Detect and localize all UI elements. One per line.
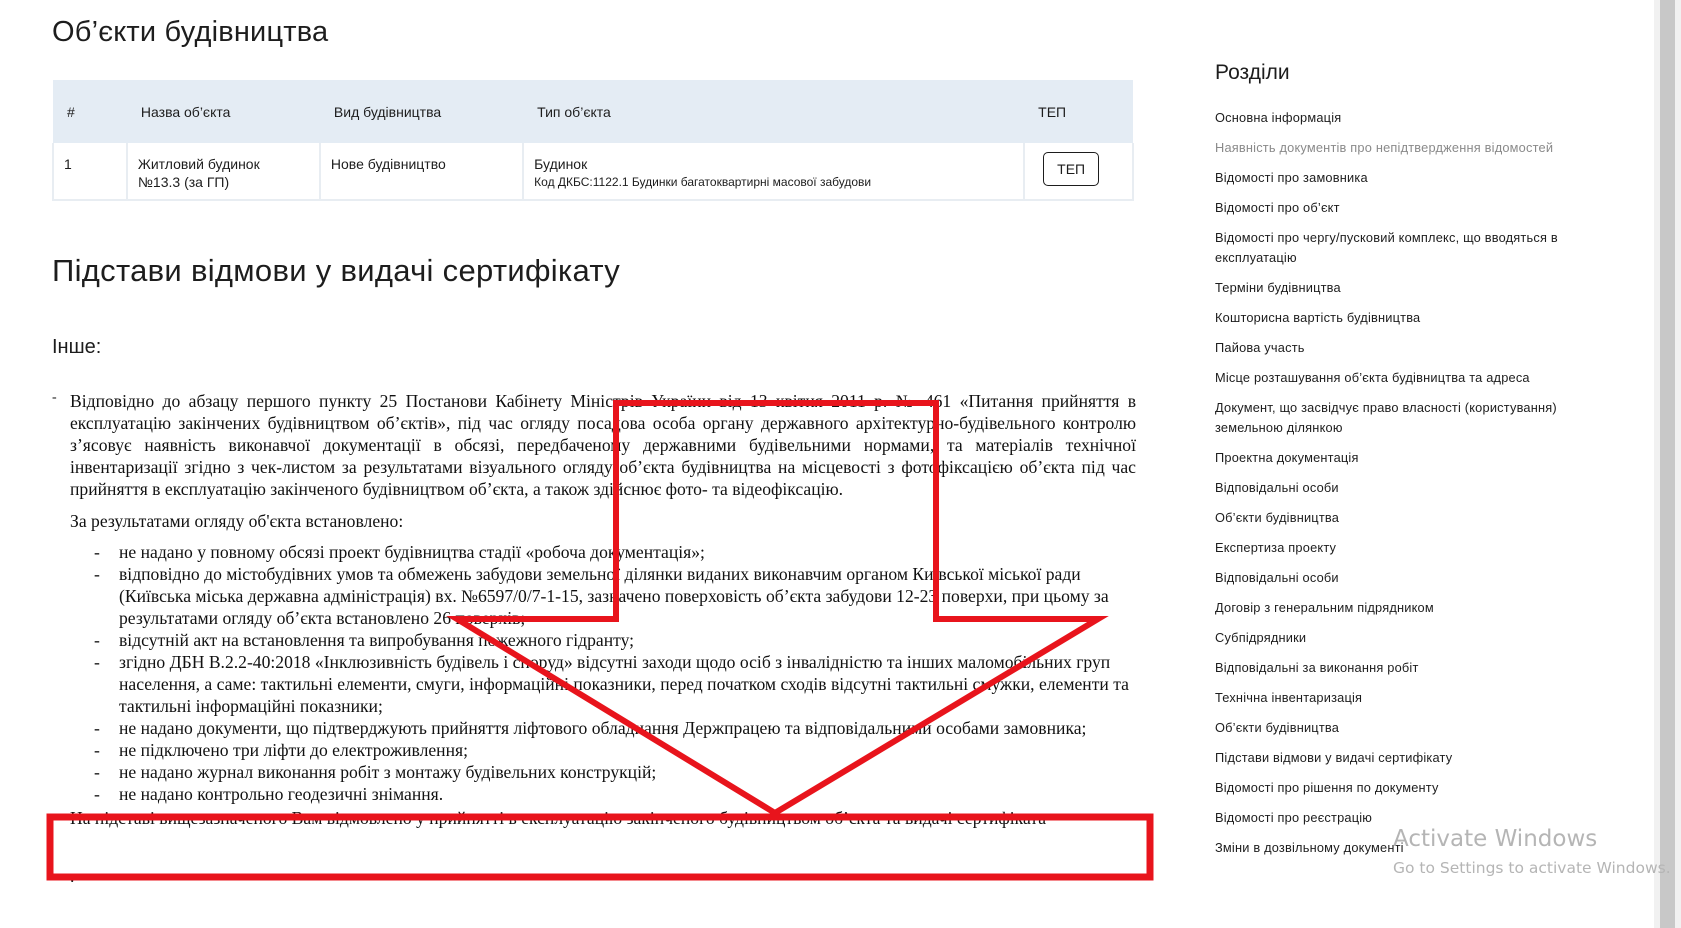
objects-table-header-row bbox=[53, 80, 1133, 143]
objects-table bbox=[52, 80, 1134, 201]
watermark-line2: Go to Settings to activate Windows. bbox=[1393, 859, 1671, 877]
results-intro: За результатами огляду об'єкта встановлено: bbox=[70, 511, 404, 531]
col-header-num: # bbox=[53, 80, 127, 143]
list-item: - відповідно до містобудівних умов та обмежень забудови земельної ділянки виданих виконавчим органом Київської міської ради (Київська міська державна адміністрація) вх. №6597/0/7-1-15, зазначено поверховість об’єкта забудови 12-23 поверхи, при цьому за результатами огляду об’єкта встановлено 26 поверхів; bbox=[94, 564, 1109, 628]
list-item: - згідно ДБН В.2.2-40:2018 «Інклюзивність будівель і споруд» відсутні заходи щодо осіб з інвалідністю та інших маломобільних груп населення, а саме: тактильні елементи, смуги, інформаційні показники, перед початком сходів відсутні тактильні смужки, елементи та тактильні інформаційні показники; bbox=[94, 652, 1129, 716]
list-item: - не надано журнал виконання робіт з монтажу будівельних конструкцій; bbox=[94, 762, 657, 782]
lead-dash: - bbox=[52, 390, 57, 405]
list-item: - не надано у повному обсязі проект будівництва стадії «робоча документація»; bbox=[94, 542, 705, 562]
sidebar-item-responsible-2[interactable]: Відповідальні особи bbox=[1215, 570, 1339, 585]
list-item: - відсутній акт на встановлення та випробування пожежного гідранту; bbox=[94, 630, 635, 650]
sidebar-item-non-confirmation-docs[interactable]: Наявність документів про непідтвердження відомостей bbox=[1215, 140, 1554, 155]
findings-list bbox=[52, 541, 1136, 805]
sidebar-item-subcontractors[interactable]: Субпідрядники bbox=[1215, 630, 1307, 645]
cell-build-type: Нове будівництво bbox=[320, 143, 523, 200]
sidebar-item-object-info[interactable]: Відомості про об’єкт bbox=[1215, 200, 1340, 215]
sidebar-item-objects-1[interactable]: Об’єкти будівництва bbox=[1215, 510, 1340, 525]
page-scrollbar[interactable] bbox=[1654, 0, 1681, 928]
table-row bbox=[53, 143, 1133, 200]
trailing-dot: . bbox=[70, 866, 75, 886]
sidebar-item-share[interactable]: Пайова участь bbox=[1215, 340, 1305, 355]
sidebar-item-terms[interactable]: Терміни будівництва bbox=[1215, 280, 1341, 295]
object-code: Код ДКБС:1122.1 Будинки багатоквартирні масової забудови bbox=[534, 175, 872, 189]
col-header-name: Назва об’єкта bbox=[127, 80, 320, 143]
sidebar-item-changes[interactable]: Зміни в дозвільному документі bbox=[1215, 840, 1404, 855]
lead-text: Відповідно до абзацу першого пункту 25 Постанови Кабінету Міністрів України від 13 квітня 2011 р. № 461 «Питання прийняття в експлуатацію закінчених будівництвом об’єктів», під час огляду посадова особа органу державного архітектурно-будівельного контролю з’ясовує наявність виконавчої документації в обсязі, передбаченому державними будівельними нормами, та матеріалів технічної інвентаризації згідно з чек-листом за результатами візуального огляду об’єкта будівництва на місцевості з фотофіксацією об’єкта під час прийняття в експлуатацію закінченого будівництвом об’єкта, а також здійснює фото- та відеофіксацію. bbox=[70, 391, 1136, 499]
sidebar-title: Розділи bbox=[1215, 61, 1290, 84]
list-item: - не надано контрольно геодезичні знімання. bbox=[94, 784, 444, 804]
scrollbar-thumb[interactable] bbox=[1660, 0, 1675, 928]
sidebar-item-location[interactable]: Місце розташування об’єкта будівництва та адреса bbox=[1215, 370, 1530, 385]
list-item: - не підключено три ліфти до електроживлення; bbox=[94, 740, 468, 760]
sidebar-item-general-contract[interactable]: Договір з генеральним підрядником bbox=[1215, 600, 1434, 615]
sidebar-item-responsible-1[interactable]: Відповідальні особи bbox=[1215, 480, 1339, 495]
sections-sidebar bbox=[1215, 61, 1575, 868]
object-name-line2: №13.3 (за ГП) bbox=[137, 174, 230, 190]
sidebar-item-land-rights[interactable]: Документ, що засвідчує право власності (користування) земельною ділянкою bbox=[1215, 400, 1557, 435]
sidebar-item-tech-inventory[interactable]: Технічна інвентаризація bbox=[1215, 690, 1363, 705]
cell-num: 1 bbox=[53, 143, 127, 200]
sidebar-item-customer[interactable]: Відомості про замовника bbox=[1215, 170, 1368, 185]
refusal-subtitle: Інше: bbox=[52, 336, 102, 358]
cell-object-type bbox=[523, 143, 1024, 200]
sidebar-item-basic-info[interactable]: Основна інформація bbox=[1215, 110, 1342, 125]
sidebar-item-project-docs[interactable]: Проектна документація bbox=[1215, 450, 1359, 465]
object-name-line1: Житловий будинок bbox=[137, 156, 260, 172]
sidebar-item-expertise[interactable]: Експертиза проекту bbox=[1215, 540, 1337, 555]
col-header-object-type: Тип об’єкта bbox=[523, 80, 1024, 143]
refusal-section-title: Підстави відмови у видачі сертифікату bbox=[52, 253, 620, 288]
tep-button[interactable]: ТЕП bbox=[1043, 152, 1099, 186]
windows-activation-watermark bbox=[1393, 826, 1671, 877]
col-header-build-type: Вид будівництва bbox=[320, 80, 523, 143]
refusal-document-text bbox=[52, 390, 1136, 887]
sidebar-item-objects-2[interactable]: Об’єкти будівництва bbox=[1215, 720, 1340, 735]
cell-object-name bbox=[127, 143, 320, 200]
sidebar-item-decision[interactable]: Відомості про рішення по документу bbox=[1215, 780, 1439, 795]
sidebar-item-queue[interactable]: Відомості про чергу/пусковий комплекс, що вводяться в експлуатацію bbox=[1215, 230, 1558, 265]
list-item: - не надано документи, що підтверджують прийняття ліфтового обладнання Держпрацею та відповідальними особами замовника; bbox=[94, 718, 1087, 738]
watermark-line1: Activate Windows bbox=[1393, 826, 1598, 852]
sidebar-item-estimate[interactable]: Кошторисна вартість будівництва bbox=[1215, 310, 1421, 325]
sidebar-item-registration[interactable]: Відомості про реєстрацію bbox=[1215, 810, 1373, 825]
objects-section-title: Об’єкти будівництва bbox=[52, 16, 329, 48]
sidebar-item-works-responsible[interactable]: Відповідальні за виконання робіт bbox=[1215, 660, 1419, 675]
cell-tep bbox=[1024, 143, 1133, 200]
sidebar-item-refusal-grounds[interactable]: Підстави відмови у видачі сертифікату bbox=[1215, 750, 1453, 765]
lead-paragraph bbox=[52, 390, 1136, 500]
conclusion-text: На підставі вищезазначеного Вам відмовлено у прийнятті в експлуатацію закінченого будівництвом об’єкта та видачі сертифіката bbox=[70, 808, 1047, 828]
object-type-value: Будинок bbox=[534, 156, 588, 172]
col-header-tep: ТЕП bbox=[1024, 80, 1133, 143]
